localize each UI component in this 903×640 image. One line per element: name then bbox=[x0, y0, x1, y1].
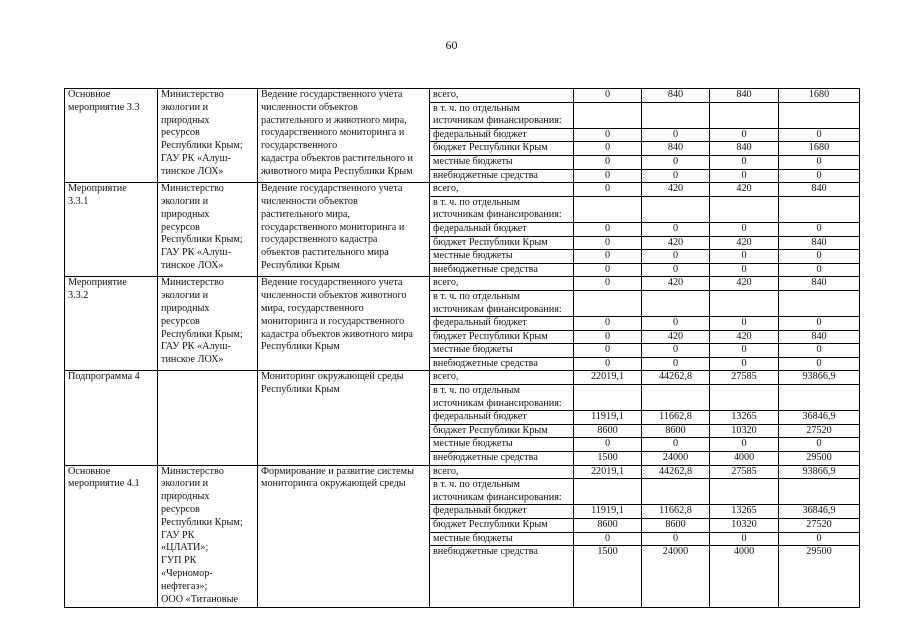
amount-cell: 0 bbox=[779, 532, 860, 546]
amount-cell: 0 bbox=[779, 128, 860, 142]
measure-description: Мониторинг окружающей среды Республики Крым bbox=[258, 371, 430, 465]
amount-cell: 4000 bbox=[710, 546, 779, 608]
amount-cell: 36846,9 bbox=[779, 505, 860, 519]
amount-cell: 420 bbox=[710, 183, 779, 197]
amount-cell: 0 bbox=[710, 169, 779, 183]
funding-source-label: внебюджетные средства bbox=[430, 357, 574, 371]
amount-cell: 0 bbox=[574, 263, 642, 277]
amount-cell: 29500 bbox=[779, 546, 860, 608]
amount-cell: 0 bbox=[574, 155, 642, 169]
amount-cell: 0 bbox=[642, 532, 710, 546]
amount-cell: 0 bbox=[574, 250, 642, 264]
amount-cell: 1680 bbox=[779, 142, 860, 156]
amount-cell: 1680 bbox=[779, 89, 860, 103]
amount-cell: 44262,8 bbox=[642, 465, 710, 479]
funding-source-label: всего, bbox=[430, 465, 574, 479]
funding-source-label: внебюджетные средства bbox=[430, 169, 574, 183]
amount-cell: 0 bbox=[710, 250, 779, 264]
amount-cell: 8600 bbox=[574, 424, 642, 438]
amount-cell: 10320 bbox=[710, 519, 779, 533]
amount-cell: 24000 bbox=[642, 546, 710, 608]
amount-cell: 93866,9 bbox=[779, 465, 860, 479]
measure-description: Ведение государственного учета численности объектов животного мира, государственного мониторинга и государственного кадастра объектов животного мира Республики Крым bbox=[258, 277, 430, 371]
amount-cell: 840 bbox=[779, 183, 860, 197]
amount-cell bbox=[779, 290, 860, 316]
amount-cell: 0 bbox=[710, 155, 779, 169]
funding-source-label: всего, bbox=[430, 89, 574, 103]
amount-cell: 11662,8 bbox=[642, 505, 710, 519]
amount-cell bbox=[779, 196, 860, 222]
amount-cell: 0 bbox=[642, 169, 710, 183]
amount-cell: 0 bbox=[779, 222, 860, 236]
executor bbox=[158, 371, 258, 465]
amount-cell: 0 bbox=[574, 344, 642, 358]
amount-cell: 0 bbox=[710, 344, 779, 358]
amount-cell: 0 bbox=[574, 169, 642, 183]
amount-cell: 420 bbox=[710, 236, 779, 250]
amount-cell: 840 bbox=[642, 89, 710, 103]
amount-cell: 0 bbox=[574, 128, 642, 142]
amount-cell: 0 bbox=[710, 317, 779, 331]
amount-cell: 13265 bbox=[710, 411, 779, 425]
amount-cell: 11919,1 bbox=[574, 505, 642, 519]
measure-name: Основное мероприятие 3.3 bbox=[65, 89, 158, 183]
measure-description: Формирование и развитие системы мониторинга окружающей среды bbox=[258, 465, 430, 608]
measure-name: Основное мероприятие 4.1 bbox=[65, 465, 158, 608]
amount-cell bbox=[710, 479, 779, 505]
amount-cell: 0 bbox=[710, 357, 779, 371]
amount-cell: 24000 bbox=[642, 452, 710, 466]
amount-cell: 0 bbox=[574, 357, 642, 371]
amount-cell: 0 bbox=[710, 222, 779, 236]
amount-cell: 0 bbox=[642, 250, 710, 264]
funding-source-label: местные бюджеты bbox=[430, 250, 574, 264]
amount-cell: 0 bbox=[642, 128, 710, 142]
amount-cell: 27585 bbox=[710, 371, 779, 385]
amount-cell: 22019,1 bbox=[574, 465, 642, 479]
funding-source-label: всего, bbox=[430, 183, 574, 197]
funding-source-label: внебюджетные средства bbox=[430, 546, 574, 608]
amount-cell: 0 bbox=[574, 89, 642, 103]
funding-source-label: бюджет Республики Крым bbox=[430, 424, 574, 438]
amount-cell: 1500 bbox=[574, 546, 642, 608]
funding-source-label: всего, bbox=[430, 371, 574, 385]
funding-source-label: бюджет Республики Крым bbox=[430, 519, 574, 533]
table-row bbox=[65, 183, 860, 197]
amount-cell: 0 bbox=[642, 222, 710, 236]
funding-source-label: бюджет Республики Крым bbox=[430, 142, 574, 156]
funding-source-label: федеральный бюджет bbox=[430, 128, 574, 142]
funding-source-label: в т. ч. по отдельным источникам финансирования: bbox=[430, 385, 574, 411]
amount-cell: 0 bbox=[779, 317, 860, 331]
amount-cell: 420 bbox=[710, 277, 779, 291]
measure-description: Ведение государственного учета численности объектов растительного мира, государственного мониторинга и государственного кадастра объектов растительного мира Республики Крым bbox=[258, 183, 430, 277]
funding-source-label: внебюджетные средства bbox=[430, 452, 574, 466]
amount-cell: 840 bbox=[779, 330, 860, 344]
amount-cell: 27585 bbox=[710, 465, 779, 479]
amount-cell: 1500 bbox=[574, 452, 642, 466]
amount-cell: 0 bbox=[574, 222, 642, 236]
funding-source-label: федеральный бюджет bbox=[430, 317, 574, 331]
amount-cell: 840 bbox=[642, 142, 710, 156]
amount-cell: 8600 bbox=[642, 519, 710, 533]
amount-cell: 0 bbox=[642, 263, 710, 277]
table-row bbox=[65, 89, 860, 103]
table-row bbox=[65, 371, 860, 385]
amount-cell: 0 bbox=[779, 250, 860, 264]
amount-cell bbox=[779, 479, 860, 505]
funding-source-label: бюджет Республики Крым bbox=[430, 236, 574, 250]
measure-name: Мероприятие 3.3.1 bbox=[65, 183, 158, 277]
funding-source-label: местные бюджеты bbox=[430, 155, 574, 169]
funding-source-label: в т. ч. по отдельным источникам финансирования: bbox=[430, 479, 574, 505]
amount-cell: 840 bbox=[710, 89, 779, 103]
amount-cell: 0 bbox=[574, 277, 642, 291]
amount-cell: 8600 bbox=[642, 424, 710, 438]
financing-table bbox=[64, 88, 860, 608]
amount-cell: 4000 bbox=[710, 452, 779, 466]
amount-cell: 36846,9 bbox=[779, 411, 860, 425]
amount-cell bbox=[574, 479, 642, 505]
amount-cell: 0 bbox=[642, 344, 710, 358]
amount-cell: 0 bbox=[710, 263, 779, 277]
amount-cell: 10320 bbox=[710, 424, 779, 438]
executor: Министерство экологии и природных ресурсов Республики Крым; ГАУ РК «Алуш- тинское ЛОХ» bbox=[158, 183, 258, 277]
funding-source-label: федеральный бюджет bbox=[430, 505, 574, 519]
executor: Министерство экологии и природных ресурсов Республики Крым; ГАУ РК «Алуш- тинское ЛОХ» bbox=[158, 89, 258, 183]
page-number: 60 bbox=[445, 38, 458, 52]
funding-source-label: в т. ч. по отдельным источникам финансирования: bbox=[430, 290, 574, 316]
amount-cell: 420 bbox=[642, 330, 710, 344]
executor: Министерство экологии и природных ресурсов Республики Крым; ГАУ РК «ЦЛАТИ»; ГУП РК «Черномор- нефтегаз»; ООО «Титановые bbox=[158, 465, 258, 608]
measure-name: Мероприятие 3.3.2 bbox=[65, 277, 158, 371]
amount-cell: 22019,1 bbox=[574, 371, 642, 385]
amount-cell: 13265 bbox=[710, 505, 779, 519]
amount-cell: 420 bbox=[710, 330, 779, 344]
amount-cell bbox=[779, 102, 860, 128]
amount-cell bbox=[574, 102, 642, 128]
amount-cell: 0 bbox=[574, 183, 642, 197]
funding-source-label: федеральный бюджет bbox=[430, 222, 574, 236]
amount-cell: 0 bbox=[710, 438, 779, 452]
amount-cell: 0 bbox=[574, 532, 642, 546]
amount-cell: 420 bbox=[642, 183, 710, 197]
amount-cell: 0 bbox=[779, 438, 860, 452]
amount-cell bbox=[574, 196, 642, 222]
table-row bbox=[65, 277, 860, 291]
amount-cell: 0 bbox=[574, 438, 642, 452]
funding-source-label: всего, bbox=[430, 277, 574, 291]
amount-cell: 840 bbox=[710, 142, 779, 156]
amount-cell bbox=[574, 385, 642, 411]
table-row bbox=[65, 465, 860, 479]
amount-cell: 0 bbox=[574, 236, 642, 250]
funding-source-label: местные бюджеты bbox=[430, 438, 574, 452]
funding-source-label: бюджет Республики Крым bbox=[430, 330, 574, 344]
amount-cell: 11919,1 bbox=[574, 411, 642, 425]
amount-cell: 0 bbox=[642, 438, 710, 452]
amount-cell: 0 bbox=[574, 317, 642, 331]
measure-name: Подпрограмма 4 bbox=[65, 371, 158, 465]
amount-cell: 840 bbox=[779, 277, 860, 291]
amount-cell: 0 bbox=[642, 357, 710, 371]
amount-cell: 44262,8 bbox=[642, 371, 710, 385]
funding-source-label: федеральный бюджет bbox=[430, 411, 574, 425]
amount-cell bbox=[710, 102, 779, 128]
executor: Министерство экологии и природных ресурсов Республики Крым; ГАУ РК «Алуш- тинское ЛОХ» bbox=[158, 277, 258, 371]
amount-cell: 0 bbox=[574, 330, 642, 344]
amount-cell bbox=[710, 196, 779, 222]
amount-cell bbox=[642, 290, 710, 316]
amount-cell bbox=[710, 290, 779, 316]
amount-cell: 0 bbox=[710, 532, 779, 546]
amount-cell: 0 bbox=[779, 169, 860, 183]
amount-cell: 0 bbox=[642, 317, 710, 331]
funding-source-label: в т. ч. по отдельным источникам финансирования: bbox=[430, 102, 574, 128]
amount-cell: 0 bbox=[642, 155, 710, 169]
amount-cell: 0 bbox=[779, 263, 860, 277]
amount-cell: 8600 bbox=[574, 519, 642, 533]
amount-cell bbox=[642, 479, 710, 505]
amount-cell: 420 bbox=[642, 236, 710, 250]
amount-cell bbox=[642, 196, 710, 222]
amount-cell: 840 bbox=[779, 236, 860, 250]
funding-source-label: в т. ч. по отдельным источникам финансирования: bbox=[430, 196, 574, 222]
amount-cell: 29500 bbox=[779, 452, 860, 466]
funding-source-label: внебюджетные средства bbox=[430, 263, 574, 277]
amount-cell: 27520 bbox=[779, 424, 860, 438]
amount-cell: 27520 bbox=[779, 519, 860, 533]
amount-cell: 0 bbox=[779, 357, 860, 371]
amount-cell bbox=[710, 385, 779, 411]
funding-source-label: местные бюджеты bbox=[430, 344, 574, 358]
amount-cell: 0 bbox=[779, 155, 860, 169]
measure-description: Ведение государственного учета численности объектов растительного и животного мира, государственного мониторинга и государственного кадастра объектов растительного и животного мира Республики Крым bbox=[258, 89, 430, 183]
amount-cell bbox=[574, 290, 642, 316]
amount-cell: 0 bbox=[710, 128, 779, 142]
amount-cell: 0 bbox=[574, 142, 642, 156]
amount-cell: 93866,9 bbox=[779, 371, 860, 385]
amount-cell bbox=[779, 385, 860, 411]
amount-cell: 420 bbox=[642, 277, 710, 291]
amount-cell bbox=[642, 385, 710, 411]
amount-cell: 0 bbox=[779, 344, 860, 358]
funding-source-label: местные бюджеты bbox=[430, 532, 574, 546]
amount-cell: 11662,8 bbox=[642, 411, 710, 425]
amount-cell bbox=[642, 102, 710, 128]
